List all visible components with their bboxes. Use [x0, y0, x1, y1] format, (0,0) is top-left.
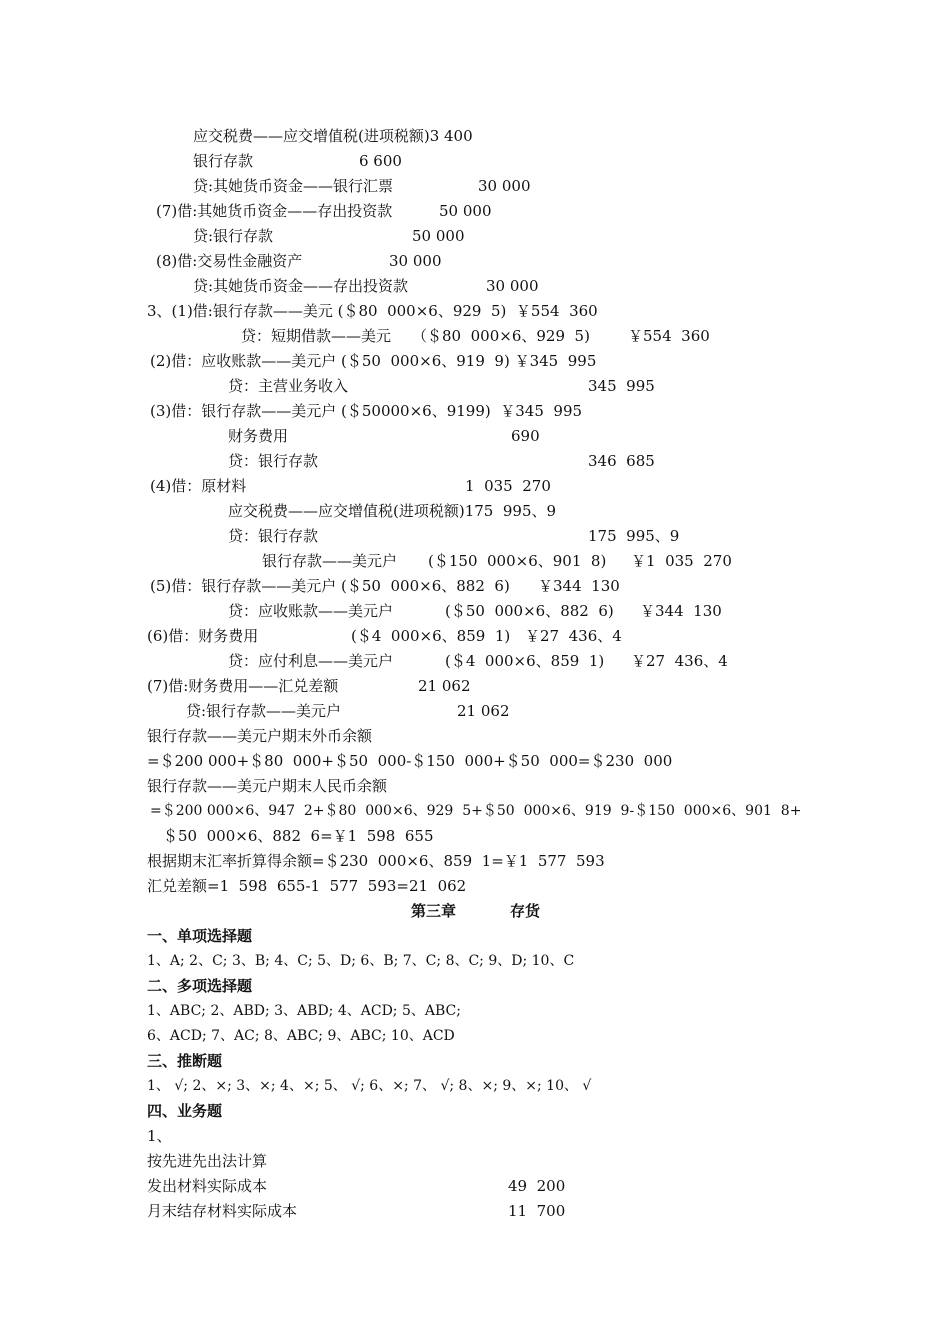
- text-line: (6)借：财务费用: [147, 627, 259, 645]
- text-line-amount: 1 035 270: [465, 477, 551, 495]
- text-line-amount: 30 000: [478, 177, 531, 195]
- chapter-title: 存货: [510, 902, 541, 920]
- text-line-amount: 21 062: [418, 677, 471, 695]
- text-line: (2)借：应收账款——美元户 (＄50 000×6、919 9) ￥345 995: [150, 352, 597, 370]
- section-heading: 二、多项选择题: [147, 977, 253, 995]
- text-line-rate: （＄80 000×6、929 5): [412, 327, 590, 345]
- text-line-amount: ￥1 035 270: [631, 552, 732, 570]
- text-line: 应交税费——应交增值税(进项税额)175 995、9: [228, 502, 557, 520]
- text-line-rate: (＄150 000×6、901 8): [428, 552, 607, 570]
- text-line: (7)借:财务费用——汇兑差额: [147, 677, 339, 695]
- text-line-amount: ￥554 360: [628, 327, 710, 345]
- text-line-rate: (＄4 000×6、859 1): [351, 627, 511, 645]
- text-line: 银行存款——美元户: [262, 552, 398, 570]
- chapter-number: 第三章: [411, 902, 457, 920]
- text-line: 贷：应付利息——美元户: [228, 652, 394, 670]
- text-line: 银行存款——美元户期末外币余额: [147, 727, 373, 745]
- text-line: 财务费用: [228, 427, 289, 445]
- text-line: 月末结存材料实际成本: [147, 1202, 298, 1220]
- text-line: 贷：主营业务收入: [228, 377, 349, 395]
- text-line-amount: 49 200: [508, 1177, 566, 1195]
- answer-line: 1、ABC; 2、ABD; 3、ABD; 4、ACD; 5、ABC;: [147, 1003, 461, 1019]
- text-line: (4)借：原材料: [150, 477, 247, 495]
- text-line-amount: 346 685: [588, 452, 655, 470]
- text-line-amount: 175 995、9: [588, 527, 680, 545]
- text-line: 银行存款: [193, 152, 254, 170]
- text-line-amount: 50 000: [439, 202, 492, 220]
- text-line-amount: 11 700: [508, 1202, 566, 1220]
- text-line-amount: 6 600: [359, 152, 402, 170]
- text-line: 根据期末汇率折算得余额=＄230 000×6、859 1=￥1 577 593: [147, 852, 605, 870]
- text-line-rate: (＄4 000×6、859 1): [445, 652, 605, 670]
- section-heading: 四、业务题: [147, 1102, 223, 1120]
- answer-line: 6、ACD; 7、AC; 8、ABC; 9、ABC; 10、ACD: [147, 1028, 455, 1044]
- text-line: ＄50 000×6、882 6=￥1 598 655: [163, 827, 434, 845]
- text-line: 应交税费——应交增值税(进项税额)3 400: [193, 127, 473, 145]
- text-line: (7)借:其她货币资金——存出投资款: [156, 202, 393, 220]
- text-line: 3、(1)借:银行存款——美元 (＄80 000×6、929 5) ￥554 360: [147, 302, 598, 320]
- text-line: (3)借：银行存款——美元户 (＄50000×6、9199) ￥345 995: [150, 402, 583, 420]
- text-line: 银行存款——美元户期末人民币余额: [147, 777, 388, 795]
- text-line: (8)借:交易性金融资产: [156, 252, 303, 270]
- section-heading: 一、单项选择题: [147, 927, 253, 945]
- text-line: 贷:其她货币资金——银行汇票: [193, 177, 394, 195]
- text-line: 汇兑差额=1 598 655-1 577 593=21 062: [147, 877, 467, 895]
- text-line: =＄200 000×6、947 2+＄80 000×6、929 5+＄50 000×6、919 9-＄150 000×6、901 8+: [150, 803, 802, 819]
- text-line: 按先进先出法计算: [147, 1152, 268, 1170]
- text-line-amount: ￥27 436、4: [631, 652, 728, 670]
- text-line-rate: (＄50 000×6、882 6): [445, 602, 614, 620]
- text-line: 贷：短期借款——美元: [241, 327, 392, 345]
- text-line: 发出材料实际成本: [147, 1177, 268, 1195]
- section-heading: 三、推断题: [147, 1052, 223, 1070]
- text-line-amount: ￥27 436、4: [525, 627, 622, 645]
- text-line: 贷：应收账款——美元户: [228, 602, 394, 620]
- text-line-amount: 30 000: [486, 277, 539, 295]
- text-line-amount: 690: [511, 427, 540, 445]
- text-line: 贷:银行存款——美元户: [186, 702, 342, 720]
- text-line-amount: ￥344 130: [538, 577, 620, 595]
- text-line: =＄200 000+＄80 000+＄50 000-＄150 000+＄50 000=＄230 000: [147, 752, 673, 770]
- answer-line: 1、A; 2、C; 3、B; 4、C; 5、D; 6、B; 7、C; 8、C; 9、D; 10、C: [147, 953, 575, 969]
- text-line-amount: 21 062: [457, 702, 510, 720]
- text-line: (5)借：银行存款——美元户 (＄50 000×6、882 6): [150, 577, 510, 595]
- text-line: 1、: [147, 1127, 172, 1145]
- text-line-amount: ￥344 130: [640, 602, 722, 620]
- answer-line: 1、 √; 2、×; 3、×; 4、×; 5、 √; 6、×; 7、 √; 8、×; 9、×; 10、 √: [147, 1078, 592, 1094]
- text-line: 贷：银行存款: [228, 452, 319, 470]
- text-line: 贷:其她货币资金——存出投资款: [193, 277, 409, 295]
- text-line-amount: 345 995: [588, 377, 655, 395]
- text-line: 贷:银行存款: [193, 227, 274, 245]
- text-line: 贷：银行存款: [228, 527, 319, 545]
- text-line-amount: 50 000: [412, 227, 465, 245]
- text-line-amount: 30 000: [389, 252, 442, 270]
